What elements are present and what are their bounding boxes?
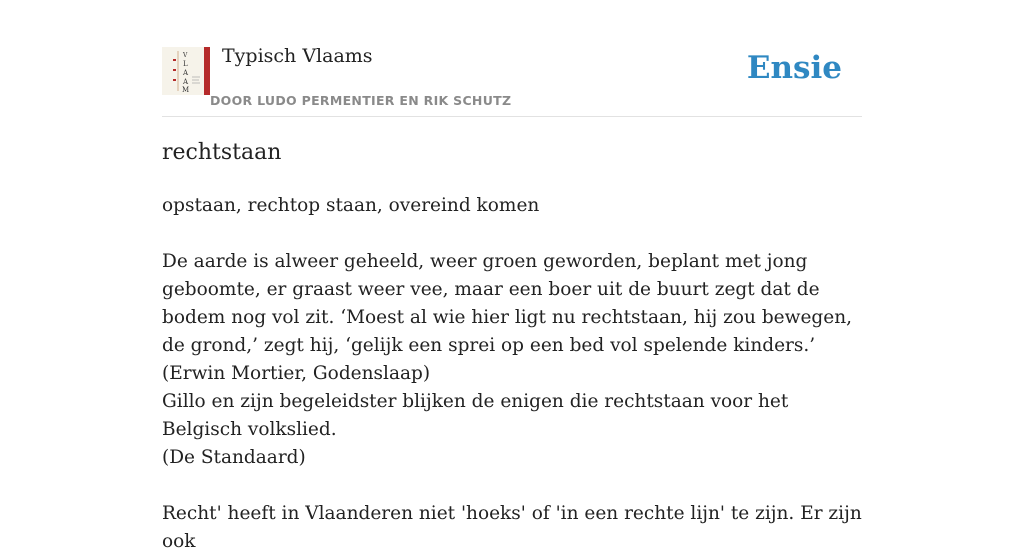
svg-text:A: A xyxy=(183,69,189,77)
paragraph-gap xyxy=(162,472,862,500)
note-text: Recht' heeft in Vlaanderen niet 'hoeks' of 'in een rechte lijn' te zijn. Er zijn ook xyxy=(162,503,862,552)
quote-source: (De Standaard) xyxy=(162,447,306,468)
quote-text: De aarde is alweer geheeld, weer groen geworden, beplant met jong geboomte, er graast weer vee, maar een boer uit de buurt zegt dat de bodem nog vol zit. ‘Moest al wie hier ligt nu rechtstaan, hij zou bewegen, de grond,’ zegt hij, ‘gelijk een sprei op een bed vol spelende kinders.’ xyxy=(162,251,853,356)
svg-text:A: A xyxy=(183,78,189,86)
svg-text:L: L xyxy=(183,60,188,68)
book-cover-logo-icon[interactable] xyxy=(162,47,210,95)
book-title[interactable]: Typisch Vlaams xyxy=(222,45,373,67)
entry-content xyxy=(162,192,862,556)
page-title: rechtstaan xyxy=(162,140,282,165)
book-authors: DOOR LUDO PERMENTIER EN RIK SCHUTZ xyxy=(210,93,512,108)
entry-card xyxy=(162,0,862,552)
svg-text:V: V xyxy=(183,52,188,59)
quote-text: Gillo en zijn begeleidster blijken de enigen die rechtstaan voor het Belgisch volkslied. xyxy=(162,391,789,440)
ensie-brand-link[interactable]: Ensie xyxy=(746,50,842,86)
header xyxy=(162,0,862,117)
definition-text: opstaan, rechtop staan, overeind komen xyxy=(162,195,540,216)
quote-source: (Erwin Mortier, Godenslaap) xyxy=(162,363,431,384)
paragraph-gap xyxy=(162,220,862,248)
svg-text:M: M xyxy=(182,86,190,94)
book-cover-logo-graphic xyxy=(162,47,210,95)
